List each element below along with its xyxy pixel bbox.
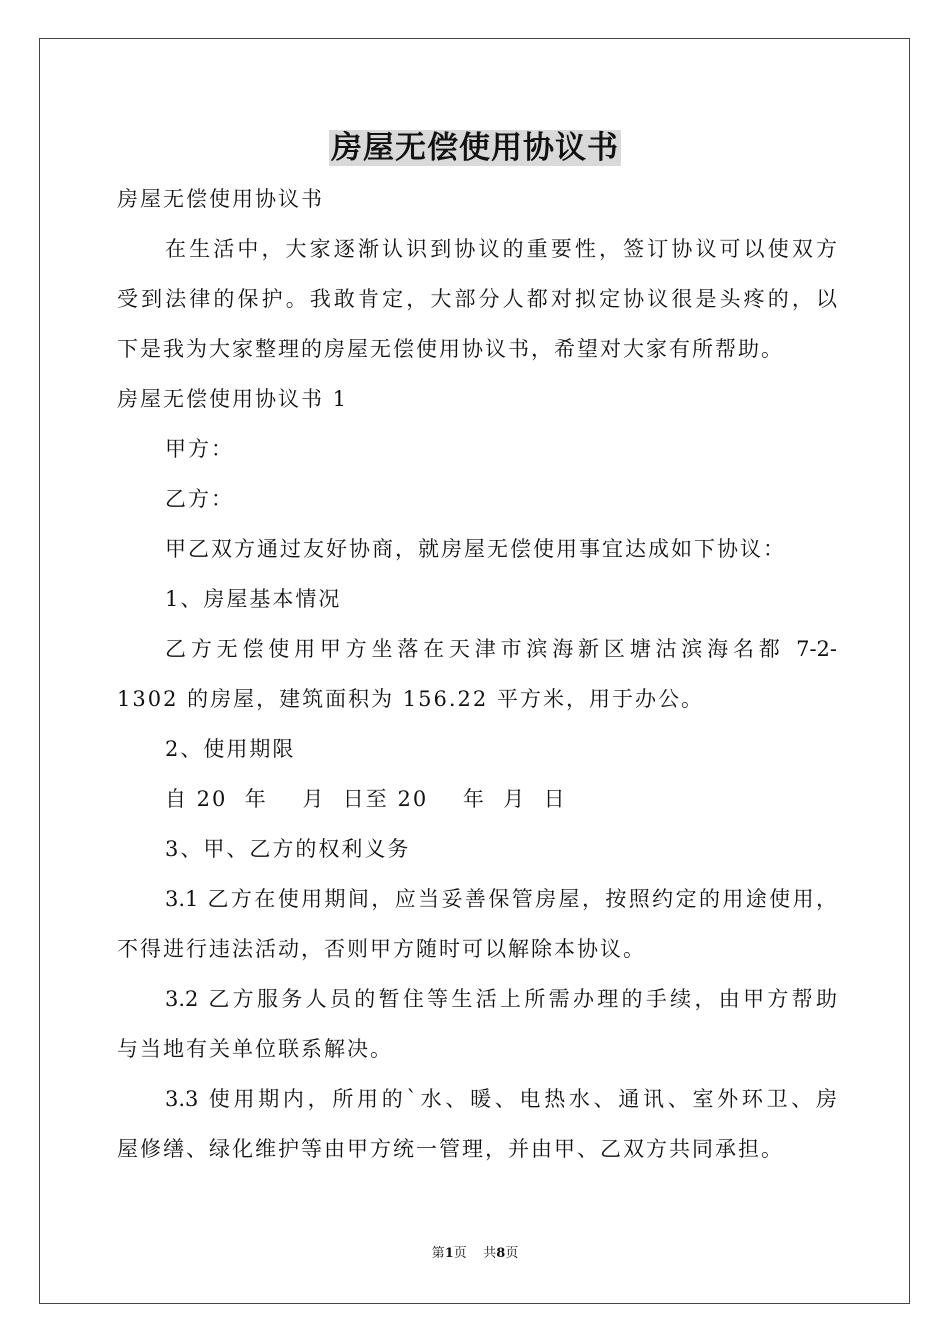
page-footer xyxy=(0,1245,950,1263)
item2-heading: 2、使用期限 xyxy=(165,737,296,761)
item3-2-line-1: 3.2 乙方服务人员的暂住等生活上所需办理的手续，由甲方帮助 xyxy=(165,987,837,1011)
item3-1-line-1: 3.1 乙方在使用期间，应当妥善保管房屋，按照约定的用途使用， xyxy=(165,887,837,911)
agreement-statement: 甲乙双方通过友好协商，就房屋无偿使用事宜达成如下协议： xyxy=(165,537,786,561)
page-border xyxy=(39,38,910,1304)
party-b-label: 乙方： xyxy=(165,487,234,511)
section-title: 房屋无偿使用协议书 1 xyxy=(117,387,349,411)
footer-page-prefix: 第 xyxy=(431,1246,445,1261)
item1-line-1: 乙方无偿使用甲方坐落在天津市滨海新区塘沽滨海名都 7-2- xyxy=(165,637,837,661)
party-a-label: 甲方： xyxy=(165,437,234,461)
document-title: 房屋无偿使用协议书 xyxy=(331,130,619,166)
document-subtitle: 房屋无偿使用协议书 xyxy=(117,187,324,211)
footer-page-mid: 页 共 xyxy=(453,1246,497,1261)
item3-heading: 3、甲、乙方的权利义务 xyxy=(165,837,411,861)
footer-current-page: 1 xyxy=(444,1246,454,1261)
item3-1-line-2: 不得进行违法活动，否则甲方随时可以解除本协议。 xyxy=(117,937,646,961)
intro-line-3: 下是我为大家整理的房屋无偿使用协议书，希望对大家有所帮助。 xyxy=(117,337,784,361)
footer-page-suffix: 页 xyxy=(505,1246,519,1261)
item1-heading: 1、房屋基本情况 xyxy=(165,587,342,611)
item3-2-line-2: 与当地有关单位联系解决。 xyxy=(117,1037,393,1061)
item2-period: 自 20 年 月 日至 20 年 月 日 xyxy=(165,787,567,811)
item3-3-line-2: 屋修缮、绿化维护等由甲方统一管理，并由甲、乙双方共同承担。 xyxy=(117,1137,784,1161)
intro-line-1: 在生活中，大家逐渐认识到协议的重要性，签订协议可以使双方 xyxy=(165,237,837,261)
footer-total-pages: 8 xyxy=(496,1246,506,1261)
intro-line-2: 受到法律的保护。我敢肯定，大部分人都对拟定协议很是头疼的，以 xyxy=(117,287,837,311)
item3-3-line-1: 3.3 使用期内，所用的`水、暖、电热水、通讯、室外环卫、房 xyxy=(165,1087,837,1111)
item1-line-2: 1302 的房屋，建筑面积为 156.22 平方米，用于办公。 xyxy=(117,687,704,711)
